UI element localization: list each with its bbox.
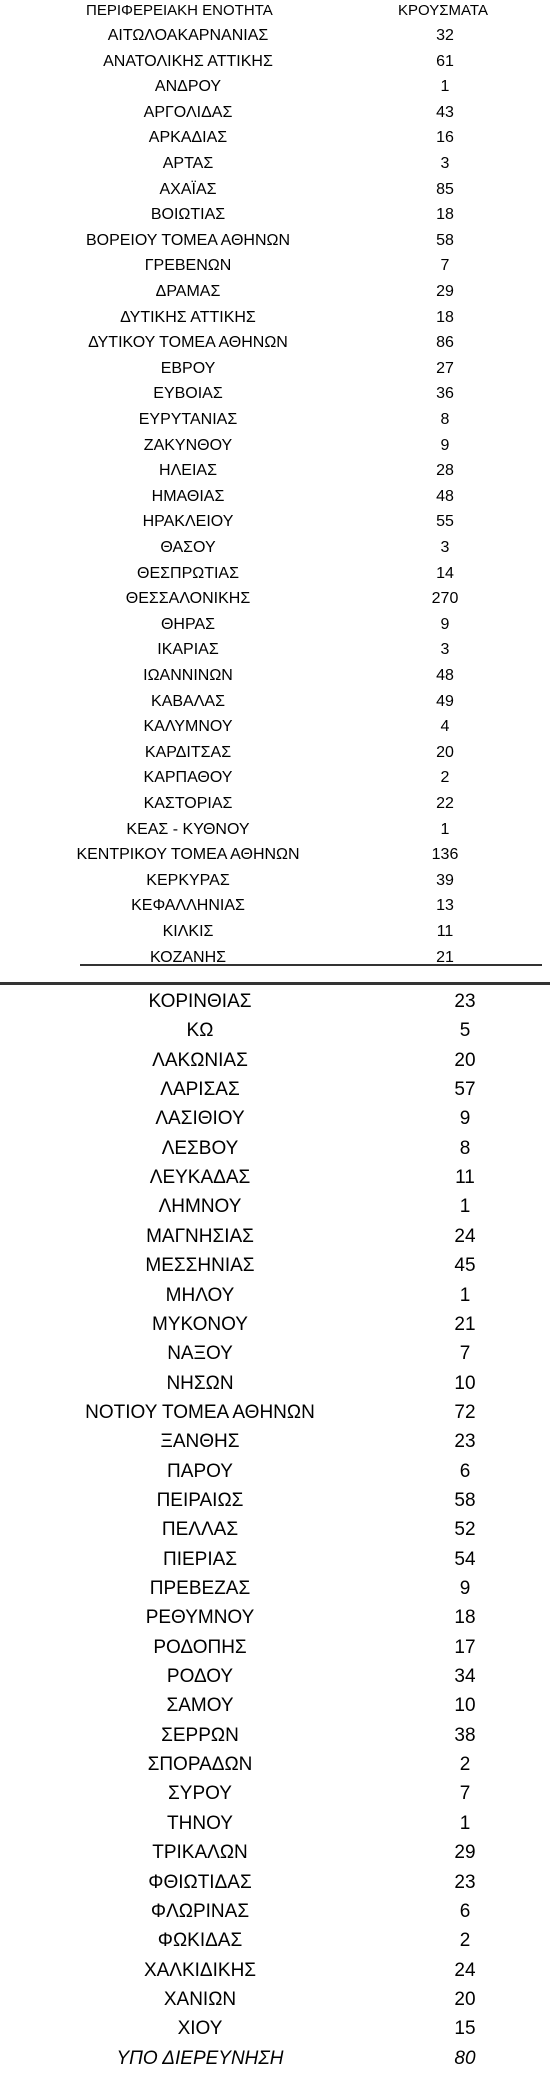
region-name: ΕΥΒΟΙΑΣ (153, 385, 223, 403)
table-row (0, 177, 550, 203)
region-name: ΝΑΞΟΥ (167, 1343, 233, 1365)
case-count: 22 (436, 795, 454, 812)
table-row (0, 612, 550, 638)
region-name: ΗΛΕΙΑΣ (159, 462, 217, 480)
table-row (0, 305, 550, 331)
region-name: ΕΥΡΥΤΑΝΙΑΣ (138, 411, 238, 428)
case-count: 49 (436, 692, 454, 710)
case-count: 34 (454, 1666, 476, 1688)
case-count: 61 (436, 52, 454, 70)
region-name: ΚΕΦΑΛΛΗΝΙΑΣ (131, 897, 245, 915)
case-count: 29 (454, 1842, 476, 1864)
region-name: ΘΗΡΑΣ (160, 615, 216, 633)
table-row (0, 1897, 550, 1926)
table-row (0, 1016, 550, 1045)
region-name: ΚΙΛΚΙΣ (162, 923, 214, 940)
case-count: 21 (436, 948, 454, 966)
region-name: ΧΑΝΙΩΝ (163, 1988, 237, 2010)
table-row (0, 100, 550, 126)
table-row (0, 458, 550, 484)
region-name: ΛΑΣΙΘΙΟΥ (155, 1108, 245, 1130)
case-count: 24 (454, 1225, 476, 1247)
region-name: ΜΥΚΟΝΟΥ (152, 1313, 248, 1335)
case-count: 38 (454, 1724, 476, 1746)
case-count: 32 (436, 27, 454, 44)
case-count: 2 (440, 769, 450, 787)
case-count: 23 (454, 1431, 476, 1453)
case-count: 45 (454, 1255, 476, 1277)
table-row (0, 535, 550, 561)
table-row (0, 1222, 550, 1251)
case-count: 28 (436, 462, 454, 480)
region-name: ΑΡΓΟΛΙΔΑΣ (143, 103, 233, 121)
region-name: ΒΟΙΩΤΙΑΣ (150, 206, 226, 224)
table-row (0, 893, 550, 919)
table-row (0, 1809, 550, 1838)
table-row (0, 791, 550, 817)
table-row (0, 1104, 550, 1133)
table-row (0, 714, 550, 740)
case-count: 23 (454, 1871, 476, 1893)
table-row (0, 74, 550, 100)
region-name: ΡΟΔΟΥ (166, 1666, 234, 1688)
case-count: 7 (459, 1783, 471, 1805)
case-count: 6 (459, 1900, 471, 1922)
region-name: ΚΑΣΤΟΡΙΑΣ (143, 795, 233, 812)
region-name: ΚΑΡΔΙΤΣΑΣ (144, 743, 232, 761)
case-count: 21 (454, 1313, 476, 1335)
table-row (0, 1192, 550, 1221)
region-name: ΖΑΚΥΝΘΟΥ (143, 436, 233, 454)
case-count: 52 (454, 1519, 476, 1541)
case-count: 4 (440, 718, 450, 736)
table-row (0, 1691, 550, 1720)
case-count: 58 (436, 231, 454, 249)
case-count: 36 (436, 385, 454, 403)
region-name: ΦΘΙΩΤΙΔΑΣ (148, 1871, 252, 1893)
case-count: 39 (436, 871, 454, 889)
table-row (0, 484, 550, 510)
region-name: ΚΑΒΑΛΑΣ (151, 692, 225, 710)
case-count: 14 (436, 564, 454, 582)
region-name: ΘΑΣΟΥ (160, 539, 216, 556)
case-count: 23 (454, 991, 476, 1012)
region-name: ΔΥΤΙΚΟΥ ΤΟΜΕΑ ΑΘΗΝΩΝ (88, 334, 288, 352)
table-bottom-rule (80, 964, 542, 966)
cases-table-part-2 (0, 984, 550, 2097)
region-name: ΚΩ (186, 1020, 214, 1042)
case-count: 10 (454, 1695, 476, 1717)
case-count: 10 (454, 1372, 476, 1394)
region-name: ΠΕΙΡΑΙΩΣ (156, 1489, 244, 1511)
table-row (0, 1163, 550, 1192)
case-count: 20 (454, 1988, 476, 2010)
table-row (0, 1750, 550, 1779)
table-row (0, 228, 550, 254)
region-name: ΓΡΕΒΕΝΩΝ (144, 257, 232, 275)
region-name: ΣΑΜΟΥ (166, 1695, 234, 1717)
region-name: ΜΗΛΟΥ (165, 1284, 235, 1306)
case-count: 27 (436, 359, 454, 377)
case-count: 7 (440, 257, 450, 275)
table-row (0, 1574, 550, 1603)
table-row (0, 1339, 550, 1368)
case-count: 11 (436, 923, 454, 940)
case-count: 55 (436, 513, 454, 531)
case-count: 2 (459, 1754, 471, 1776)
region-name: ΠΙΕΡΙΑΣ (162, 1548, 238, 1570)
case-count: 1 (459, 1284, 471, 1306)
case-count: 9 (459, 1578, 471, 1599)
region-name: ΗΡΑΚΛΕΙΟΥ (142, 513, 234, 531)
table-row (0, 1956, 550, 1985)
region-name: ΘΕΣΣΑΛΟΝΙΚΗΣ (125, 590, 251, 608)
region-name: ΑΧΑΪΑΣ (159, 180, 217, 198)
region-name: ΑΙΤΩΛΟΑΚΑΡΝΑΝΙΑΣ (107, 27, 269, 44)
case-count: 54 (454, 1548, 476, 1570)
region-name: ΚΕΑΣ - ΚΥΘΝΟΥ (126, 820, 250, 838)
table-row (0, 433, 550, 459)
region-name: ΛΗΜΝΟΥ (158, 1196, 242, 1218)
region-name: ΚΑΡΠΑΘΟΥ (143, 769, 233, 787)
table-row (0, 1427, 550, 1456)
case-count: 48 (436, 487, 454, 505)
case-count: 2 (459, 1930, 471, 1952)
case-count: 20 (436, 743, 454, 761)
case-count: 1 (440, 820, 450, 838)
region-name: ΔΡΑΜΑΣ (155, 283, 221, 300)
case-count: 136 (431, 846, 459, 864)
case-count: 20 (454, 1049, 476, 1071)
region-name: ΑΝΑΤΟΛΙΚΗΣ ΑΤΤΙΚΗΣ (103, 52, 273, 70)
case-count: 43 (436, 103, 454, 121)
region-name: ΛΕΣΒΟΥ (161, 1137, 239, 1159)
table-row (0, 586, 550, 612)
region-name: ΣΠΟΡΑΔΩΝ (147, 1754, 253, 1776)
table-row (0, 1985, 550, 2014)
case-count: 3 (440, 539, 450, 556)
region-name: ΜΕΣΣΗΝΙΑΣ (145, 1255, 255, 1277)
case-count: 1 (459, 1812, 471, 1834)
region-name: ΗΜΑΘΙΑΣ (151, 487, 225, 505)
table-row (0, 407, 550, 433)
case-count: 18 (436, 206, 454, 224)
case-count: 17 (454, 1636, 476, 1658)
case-count: 57 (454, 1079, 476, 1101)
cases-table-part-1 (0, 0, 550, 968)
table-row (0, 1310, 550, 1339)
region-name: ΘΕΣΠΡΩΤΙΑΣ (137, 564, 239, 582)
table-row (0, 945, 550, 971)
case-count: 1 (440, 78, 450, 96)
table-row (0, 356, 550, 382)
table-row (0, 637, 550, 663)
region-name: ΜΑΓΝΗΣΙΑΣ (146, 1225, 254, 1247)
column-header-cases: ΚΡΟΥΣΜΑΤΑ (398, 2, 488, 19)
region-name: ΚΑΛΥΜΝΟΥ (143, 718, 233, 736)
region-name: ΚΟΖΑΝΗΣ (149, 948, 227, 966)
region-name: ΚΕΡΚΥΡΑΣ (146, 871, 230, 889)
case-count: 8 (459, 1137, 471, 1159)
region-name: ΤΡΙΚΑΛΩΝ (152, 1842, 248, 1864)
table-row (0, 663, 550, 689)
table-row (0, 919, 550, 945)
table-row (0, 1075, 550, 1104)
region-name: ΧΙΟΥ (177, 2018, 223, 2040)
table-row (0, 2044, 550, 2073)
region-name: ΙΩΑΝΝΙΝΩΝ (143, 667, 233, 684)
table-row (0, 330, 550, 356)
table-row (0, 868, 550, 894)
region-name: ΠΕΛΛΑΣ (161, 1519, 239, 1541)
region-name: ΧΑΛΚΙΔΙΚΗΣ (143, 1959, 257, 1981)
region-name: ΑΡΤΑΣ (162, 155, 214, 172)
table-row (0, 1662, 550, 1691)
case-count: 9 (440, 436, 450, 454)
region-name: ΦΩΚΙΔΑΣ (157, 1930, 243, 1952)
region-name: ΑΝΔΡΟΥ (154, 78, 222, 96)
region-name: ΚΕΝΤΡΙΚΟΥ ΤΟΜΕΑ ΑΘΗΝΩΝ (76, 846, 300, 864)
case-count: 24 (454, 1959, 476, 1981)
table-row (0, 842, 550, 868)
table-row (0, 151, 550, 177)
table-row (0, 1134, 550, 1163)
table-row (0, 49, 550, 75)
region-name: ΛΑΚΩΝΙΑΣ (152, 1049, 248, 1071)
table-row (0, 1281, 550, 1310)
column-header-region: ΠΕΡΙΦΕΡΕΙΑΚΗ ΕΝΟΤΗΤΑ (86, 2, 273, 19)
region-name: ΔΥΤΙΚΗΣ ΑΤΤΙΚΗΣ (120, 308, 256, 326)
region-name: ΦΛΩΡΙΝΑΣ (150, 1900, 250, 1922)
case-count: 16 (436, 129, 454, 147)
region-name: ΡΕΘΥΜΝΟΥ (145, 1607, 255, 1629)
table-row (0, 1779, 550, 1808)
table-row (0, 2014, 550, 2043)
case-count: 1 (459, 1196, 471, 1218)
region-name: ΑΡΚΑΔΙΑΣ (148, 129, 228, 147)
region-name: ΥΠΟ ΔΙΕΡΕΥΝΗΣΗ (116, 2047, 284, 2069)
table-row (0, 1369, 550, 1398)
region-name: ΝΟΤΙΟΥ ΤΟΜΕΑ ΑΘΗΝΩΝ (85, 1401, 315, 1423)
table-row (0, 381, 550, 407)
table-row (0, 1545, 550, 1574)
region-name: ΞΑΝΘΗΣ (160, 1431, 240, 1453)
table-row (0, 279, 550, 305)
table-row (0, 987, 550, 1016)
region-name: ΝΗΣΩΝ (166, 1372, 234, 1394)
region-name: ΠΡΕΒΕΖΑΣ (149, 1578, 251, 1599)
case-count: 8 (440, 411, 450, 428)
table-row (0, 1633, 550, 1662)
table-row (0, 1486, 550, 1515)
table-row (0, 1603, 550, 1632)
region-name: ΛΕΥΚΑΔΑΣ (149, 1167, 251, 1189)
case-count: 7 (459, 1343, 471, 1365)
table-row (0, 1838, 550, 1867)
table-row (0, 1926, 550, 1955)
case-count: 18 (436, 308, 454, 326)
case-count: 80 (454, 2047, 476, 2069)
table-row (0, 1721, 550, 1750)
case-count: 9 (459, 1108, 471, 1130)
case-count: 5 (459, 1020, 471, 1042)
table-row (0, 23, 550, 49)
table-row (0, 1868, 550, 1897)
region-name: ΣΕΡΡΩΝ (161, 1724, 239, 1746)
table-row (0, 253, 550, 279)
table-row (0, 1046, 550, 1075)
case-count: 270 (431, 590, 459, 608)
case-count: 48 (436, 667, 454, 684)
table-row (0, 1515, 550, 1544)
case-count: 86 (436, 334, 454, 352)
case-count: 15 (454, 2018, 476, 2040)
case-count: 11 (455, 1167, 475, 1189)
case-count: 3 (440, 641, 450, 659)
table-row (0, 689, 550, 715)
table-row (0, 561, 550, 587)
case-count: 6 (459, 1460, 471, 1482)
case-count: 58 (454, 1489, 476, 1511)
case-count: 3 (440, 155, 450, 172)
table-row (0, 509, 550, 535)
region-name: ΤΗΝΟΥ (167, 1812, 233, 1834)
table-row (0, 817, 550, 843)
region-name: ΕΒΡΟΥ (160, 359, 216, 377)
region-name: ΙΚΑΡΙΑΣ (157, 641, 219, 659)
region-name: ΒΟΡΕΙΟΥ ΤΟΜΕΑ ΑΘΗΝΩΝ (85, 231, 291, 249)
region-name: ΣΥΡΟΥ (168, 1783, 232, 1805)
table-row (0, 1457, 550, 1486)
case-count: 18 (454, 1607, 476, 1629)
case-count: 29 (436, 283, 454, 300)
case-count: 13 (436, 897, 454, 915)
case-count: 72 (454, 1401, 476, 1423)
table-row (0, 1398, 550, 1427)
case-count: 9 (440, 615, 450, 633)
region-name: ΠΑΡΟΥ (167, 1460, 233, 1482)
region-name: ΚΟΡΙΝΘΙΑΣ (148, 991, 252, 1012)
region-name: ΛΑΡΙΣΑΣ (160, 1079, 240, 1101)
table-row (0, 125, 550, 151)
table-row (0, 740, 550, 766)
table-row (0, 1251, 550, 1280)
table-row (0, 765, 550, 791)
case-count: 85 (436, 180, 454, 198)
region-name: ΡΟΔΟΠΗΣ (153, 1636, 247, 1658)
table-row (0, 202, 550, 228)
